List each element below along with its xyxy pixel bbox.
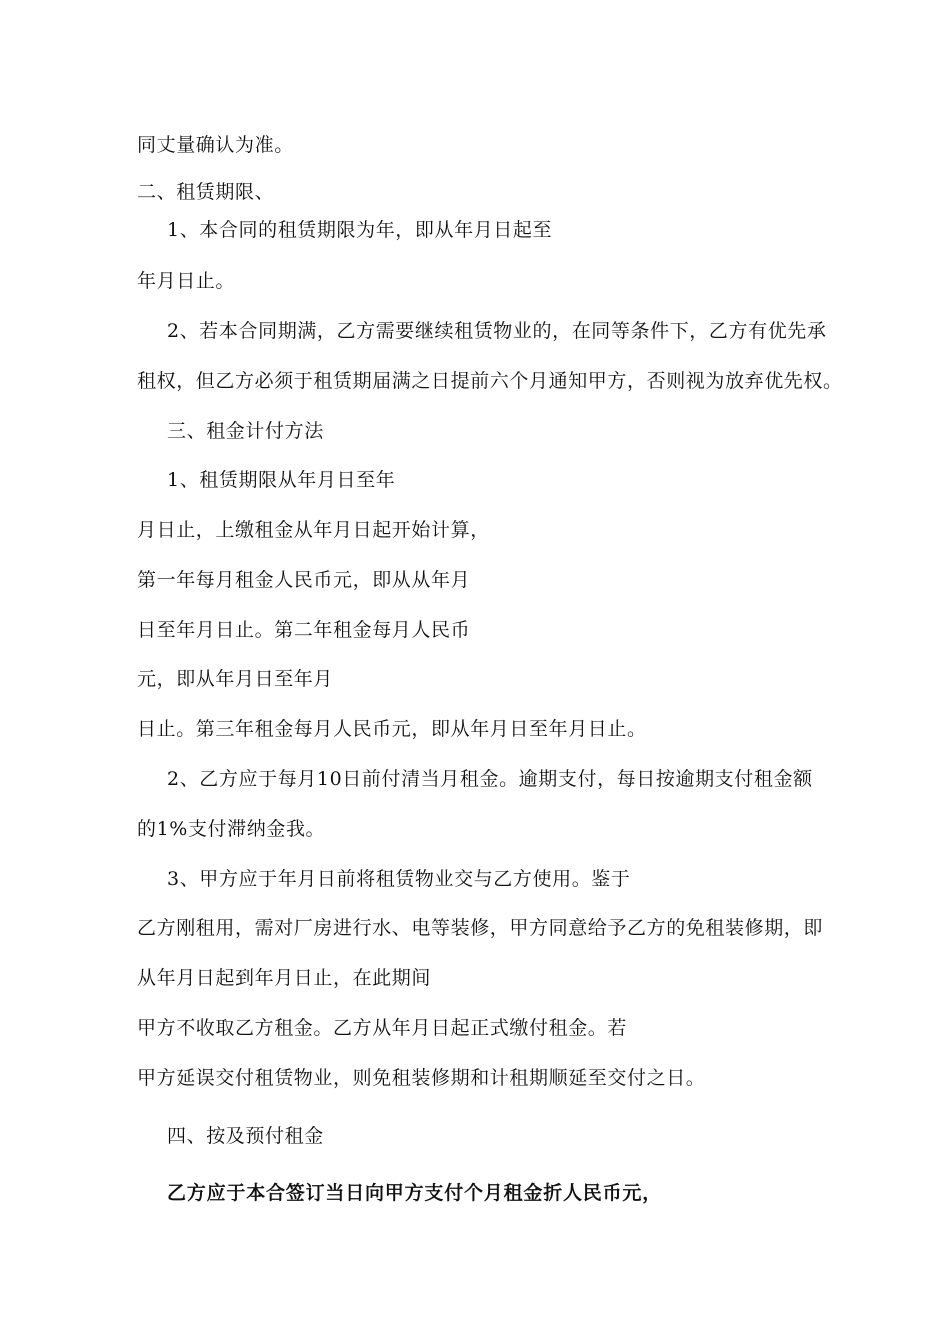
text-line: 日止。第三年租金每月人民币元，即从年月日至年月日止。 bbox=[137, 718, 647, 740]
text-line: 2、乙方应于每月10日前付清当月租金。逾期支付，每日按逾期支付租金额 bbox=[167, 768, 813, 790]
text-line: 1、租赁期限从年月日至年 bbox=[167, 469, 396, 491]
text-line: 第一年每月租金人民币元，即从从年月 bbox=[137, 569, 471, 591]
text-line: 甲方不收取乙方租金。乙方从年月日起正式缴付租金。若 bbox=[137, 1017, 628, 1039]
text-line: 的1%支付滞纳金我。 bbox=[137, 818, 326, 840]
bold-text-line: 乙方应于本合签订当日向甲方支付个月租金折人民币元， bbox=[167, 1182, 663, 1204]
text-line: 元，即从年月日至年月 bbox=[137, 668, 334, 690]
text-line: 乙方刚租用，需对厂房进行水、电等装修，甲方同意给予乙方的免租装修期，即 bbox=[137, 917, 824, 939]
text-line: 租权，但乙方必须于租赁期届满之日提前六个月通知甲方，否则视为放弃优先权。 bbox=[137, 370, 843, 392]
text-line: 同丈量确认为准。 bbox=[137, 134, 294, 156]
text-line: 日至年月日止。第二年租金每月人民币 bbox=[137, 619, 471, 641]
text-line: 从年月日起到年月日止，在此期间 bbox=[137, 967, 432, 989]
section-heading: 四、按及预付租金 bbox=[167, 1125, 324, 1147]
text-line: 3、甲方应于年月日前将租赁物业交与乙方使用。鉴于 bbox=[167, 868, 631, 890]
text-line: 1、本合同的租赁期限为年，即从年月日起至 bbox=[167, 219, 553, 241]
section-heading: 二、租赁期限、 bbox=[137, 181, 275, 203]
text-line: 甲方延误交付租赁物业，则免租装修期和计租期顺延至交付之日。 bbox=[137, 1067, 706, 1089]
section-heading: 三、租金计付方法 bbox=[167, 420, 324, 442]
text-line: 月日止，上缴租金从年月日起开始计算， bbox=[137, 519, 490, 541]
text-line: 年月日止。 bbox=[137, 270, 236, 292]
text-line: 2、若本合同期满，乙方需要继续租赁物业的，在同等条件下，乙方有优先承 bbox=[167, 320, 827, 342]
